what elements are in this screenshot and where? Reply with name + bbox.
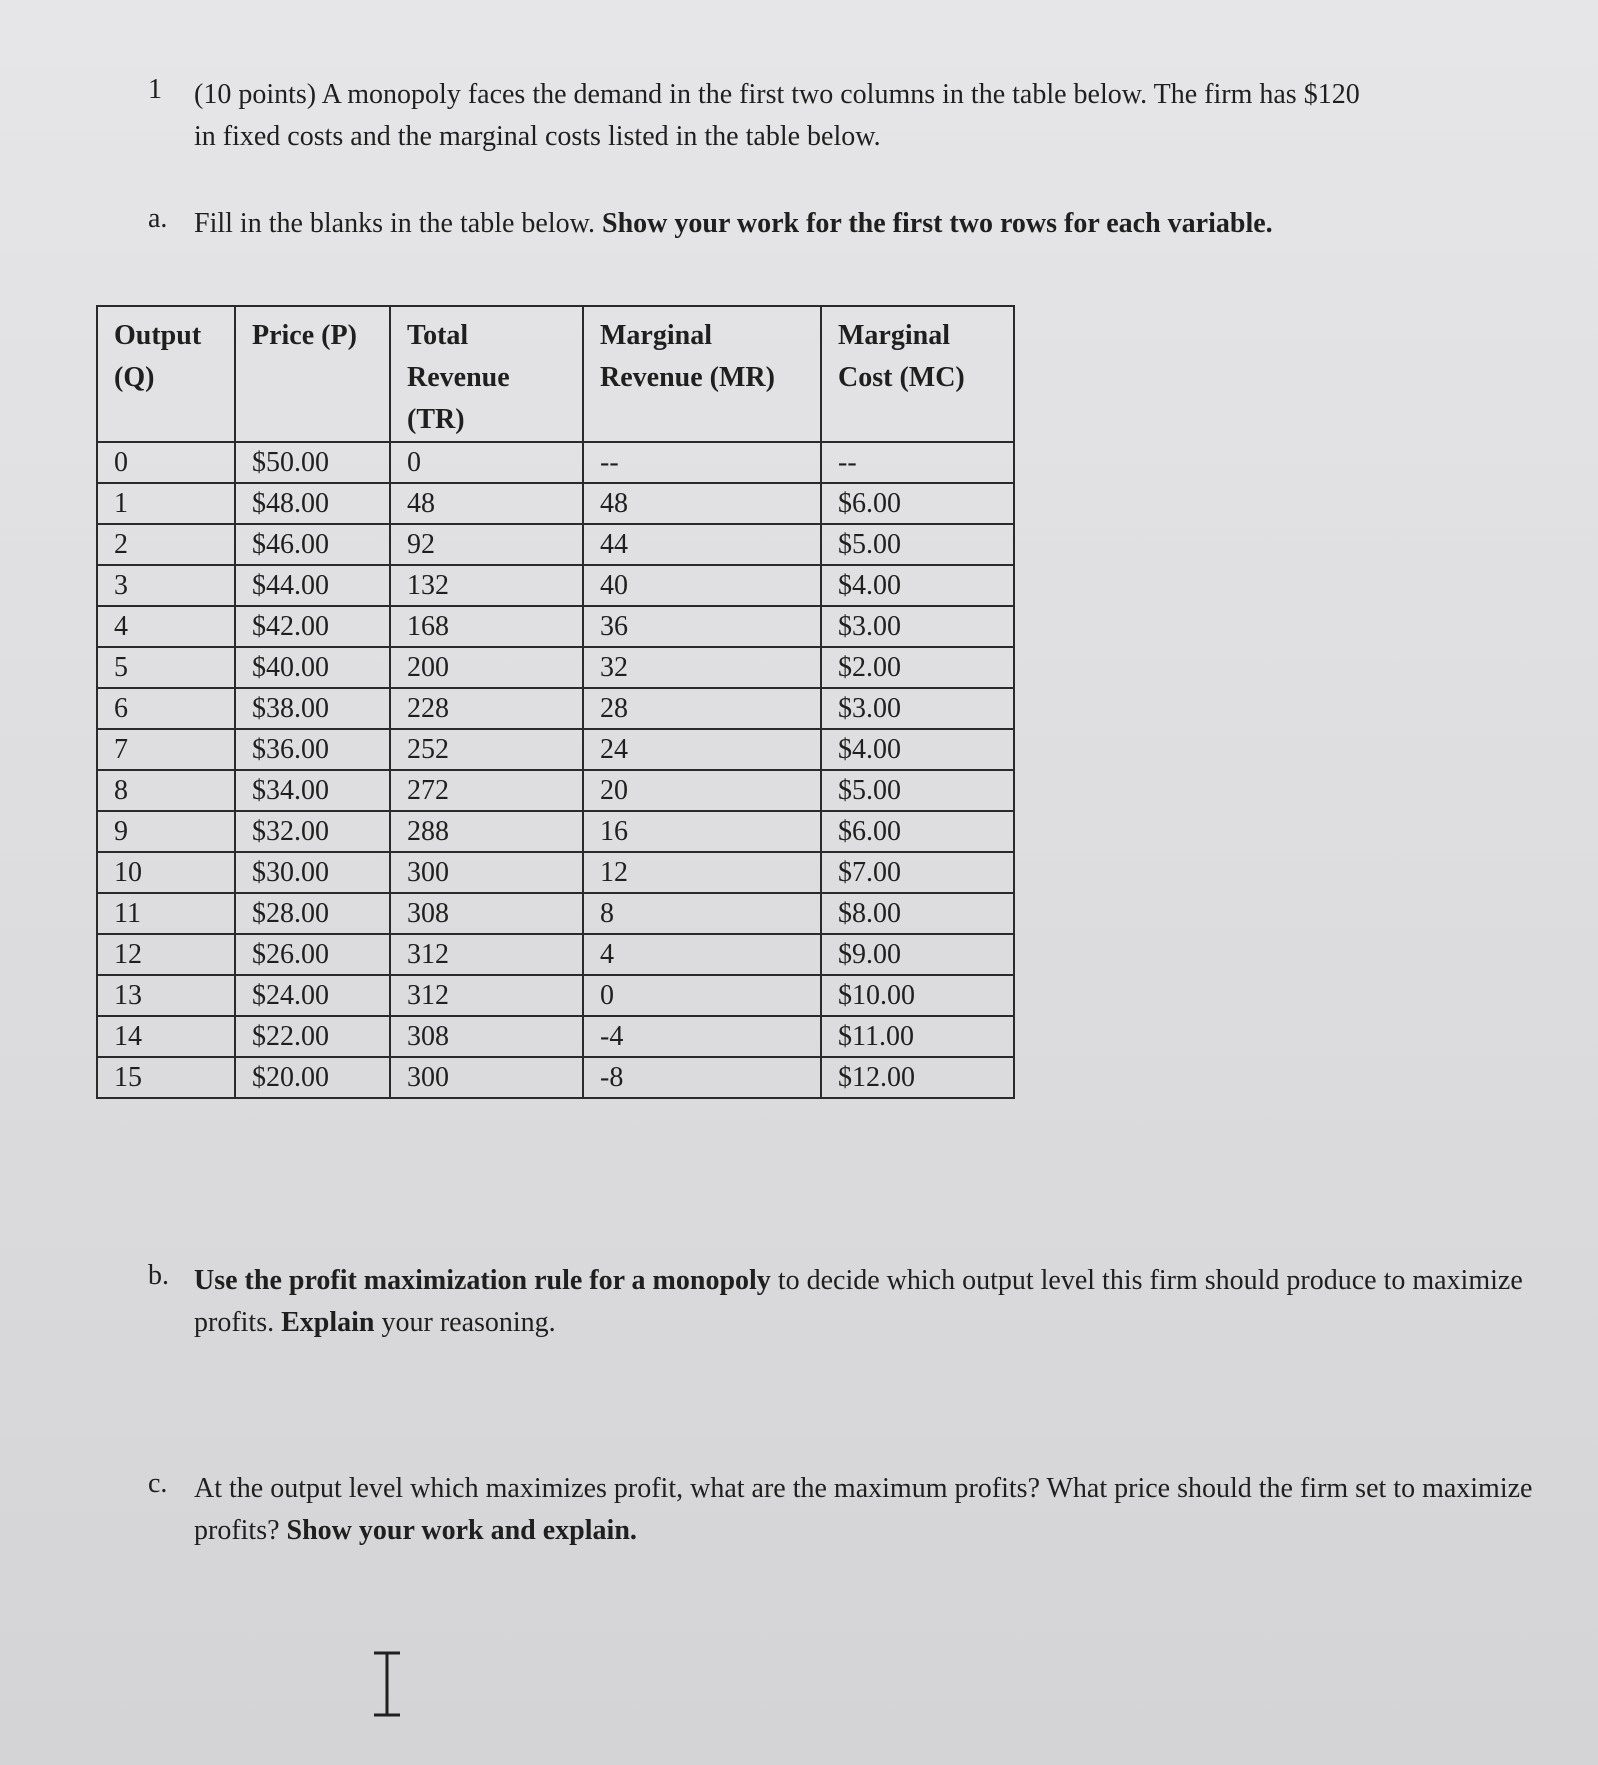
cell-marginal-cost: $6.00 (821, 483, 1014, 524)
cell-price: $44.00 (235, 565, 390, 606)
cell-marginal-revenue: 28 (583, 688, 821, 729)
cell-price: $36.00 (235, 729, 390, 770)
cell-total-revenue: 252 (390, 729, 583, 770)
cell-total-revenue: 312 (390, 975, 583, 1016)
cell-marginal-revenue: 20 (583, 770, 821, 811)
cell-marginal-revenue: 24 (583, 729, 821, 770)
cell-output: 4 (97, 606, 235, 647)
cell-output: 1 (97, 483, 235, 524)
cell-price: $26.00 (235, 934, 390, 975)
cell-marginal-revenue: -- (583, 442, 821, 483)
cell-output: 7 (97, 729, 235, 770)
cell-price: $38.00 (235, 688, 390, 729)
cell-total-revenue: 288 (390, 811, 583, 852)
cell-marginal-cost: $5.00 (821, 770, 1014, 811)
part-b-plain-text: to decide which output level this firm should produce to maximize profits. (194, 1265, 1523, 1338)
part-a-letter: a. (148, 203, 168, 234)
table-row (97, 770, 1014, 811)
table-row (97, 975, 1014, 1016)
part-b-bold-text: Use the profit maximization rule for a monopoly (194, 1265, 771, 1296)
table-row (97, 729, 1014, 770)
cell-marginal-cost: $6.00 (821, 811, 1014, 852)
cell-price: $50.00 (235, 442, 390, 483)
cell-price: $40.00 (235, 647, 390, 688)
table-row (97, 934, 1014, 975)
cell-output: 2 (97, 524, 235, 565)
table-row (97, 688, 1014, 729)
part-b-reasoning: your reasoning. (381, 1307, 556, 1338)
question-number: 1 (148, 74, 162, 105)
table-row (97, 442, 1014, 483)
part-a-bold-instruction: Show your work for the first two rows for each variable. (602, 208, 1273, 239)
cell-output: 3 (97, 565, 235, 606)
question-line1: A monopoly faces the demand in the first two columns in the table below. The firm has $120 (321, 79, 1360, 110)
cell-price: $32.00 (235, 811, 390, 852)
cell-output: 10 (97, 852, 235, 893)
cell-price: $34.00 (235, 770, 390, 811)
cell-price: $22.00 (235, 1016, 390, 1057)
cell-output: 14 (97, 1016, 235, 1057)
part-c-bold-text: Show your work and explain. (286, 1515, 637, 1546)
cell-total-revenue: 308 (390, 1016, 583, 1057)
table-header-row (97, 306, 1014, 442)
cell-marginal-cost: $2.00 (821, 647, 1014, 688)
cell-marginal-revenue: -8 (583, 1057, 821, 1098)
cell-output: 9 (97, 811, 235, 852)
cell-output: 15 (97, 1057, 235, 1098)
table-row (97, 852, 1014, 893)
table-row (97, 565, 1014, 606)
cell-marginal-cost: $3.00 (821, 688, 1014, 729)
header-marginal-cost: Marginal Cost (MC) (821, 306, 1014, 442)
cell-marginal-revenue: 48 (583, 483, 821, 524)
cell-marginal-cost: $3.00 (821, 606, 1014, 647)
cell-marginal-revenue: 0 (583, 975, 821, 1016)
cell-marginal-cost: $9.00 (821, 934, 1014, 975)
cell-marginal-revenue: 36 (583, 606, 821, 647)
question-points: (10 points) (194, 79, 317, 110)
table-row (97, 1016, 1014, 1057)
cell-total-revenue: 168 (390, 606, 583, 647)
part-c-text (194, 1468, 1539, 1552)
cell-marginal-revenue: 8 (583, 893, 821, 934)
header-total-revenue: Total Revenue (TR) (390, 306, 583, 442)
question-text (194, 74, 1534, 158)
header-output: Output (Q) (97, 306, 235, 442)
cell-marginal-cost: $8.00 (821, 893, 1014, 934)
cell-total-revenue: 300 (390, 1057, 583, 1098)
cell-marginal-revenue: 40 (583, 565, 821, 606)
text-cursor-icon (370, 1650, 404, 1718)
cell-price: $46.00 (235, 524, 390, 565)
cell-output: 12 (97, 934, 235, 975)
cell-marginal-cost: $11.00 (821, 1016, 1014, 1057)
cell-total-revenue: 308 (390, 893, 583, 934)
cell-price: $30.00 (235, 852, 390, 893)
part-c-plain-text: At the output level which maximizes profit, what are the maximum profits? What price should the firm set to maximize profits? (194, 1473, 1533, 1546)
table-row (97, 524, 1014, 565)
part-a-instruction: Fill in the blanks in the table below. (194, 208, 596, 239)
table-row (97, 483, 1014, 524)
cell-marginal-revenue: -4 (583, 1016, 821, 1057)
header-price: Price (P) (235, 306, 390, 442)
cell-marginal-cost: $7.00 (821, 852, 1014, 893)
cell-marginal-cost: $10.00 (821, 975, 1014, 1016)
question-line2: in fixed costs and the marginal costs listed in the table below. (194, 121, 881, 152)
cell-output: 0 (97, 442, 235, 483)
cell-price: $20.00 (235, 1057, 390, 1098)
cell-output: 8 (97, 770, 235, 811)
header-marginal-revenue: Marginal Revenue (MR) (583, 306, 821, 442)
cell-price: $48.00 (235, 483, 390, 524)
cell-output: 5 (97, 647, 235, 688)
cell-price: $24.00 (235, 975, 390, 1016)
cell-total-revenue: 0 (390, 442, 583, 483)
revenue-cost-table (96, 305, 1015, 1099)
cell-marginal-cost: $12.00 (821, 1057, 1014, 1098)
cell-marginal-revenue: 16 (583, 811, 821, 852)
cell-total-revenue: 132 (390, 565, 583, 606)
cell-marginal-cost: $4.00 (821, 565, 1014, 606)
cell-marginal-revenue: 4 (583, 934, 821, 975)
cell-price: $42.00 (235, 606, 390, 647)
cell-marginal-cost: $4.00 (821, 729, 1014, 770)
table-body (97, 442, 1014, 1098)
table-row (97, 811, 1014, 852)
part-b-explain: Explain (281, 1307, 375, 1338)
cell-output: 11 (97, 893, 235, 934)
cell-marginal-cost: -- (821, 442, 1014, 483)
cell-total-revenue: 272 (390, 770, 583, 811)
cell-marginal-revenue: 44 (583, 524, 821, 565)
cell-total-revenue: 92 (390, 524, 583, 565)
cell-price: $28.00 (235, 893, 390, 934)
cell-total-revenue: 228 (390, 688, 583, 729)
cell-marginal-cost: $5.00 (821, 524, 1014, 565)
cell-marginal-revenue: 32 (583, 647, 821, 688)
table-row (97, 1057, 1014, 1098)
part-a-text (194, 203, 1539, 245)
cell-total-revenue: 200 (390, 647, 583, 688)
table-row (97, 893, 1014, 934)
table-row (97, 606, 1014, 647)
part-b-text (194, 1260, 1539, 1344)
cell-total-revenue: 300 (390, 852, 583, 893)
cell-marginal-revenue: 12 (583, 852, 821, 893)
cell-output: 6 (97, 688, 235, 729)
cell-output: 13 (97, 975, 235, 1016)
part-b-letter: b. (148, 1260, 169, 1291)
cell-total-revenue: 48 (390, 483, 583, 524)
table-row (97, 647, 1014, 688)
part-c-letter: c. (148, 1468, 168, 1499)
cell-total-revenue: 312 (390, 934, 583, 975)
